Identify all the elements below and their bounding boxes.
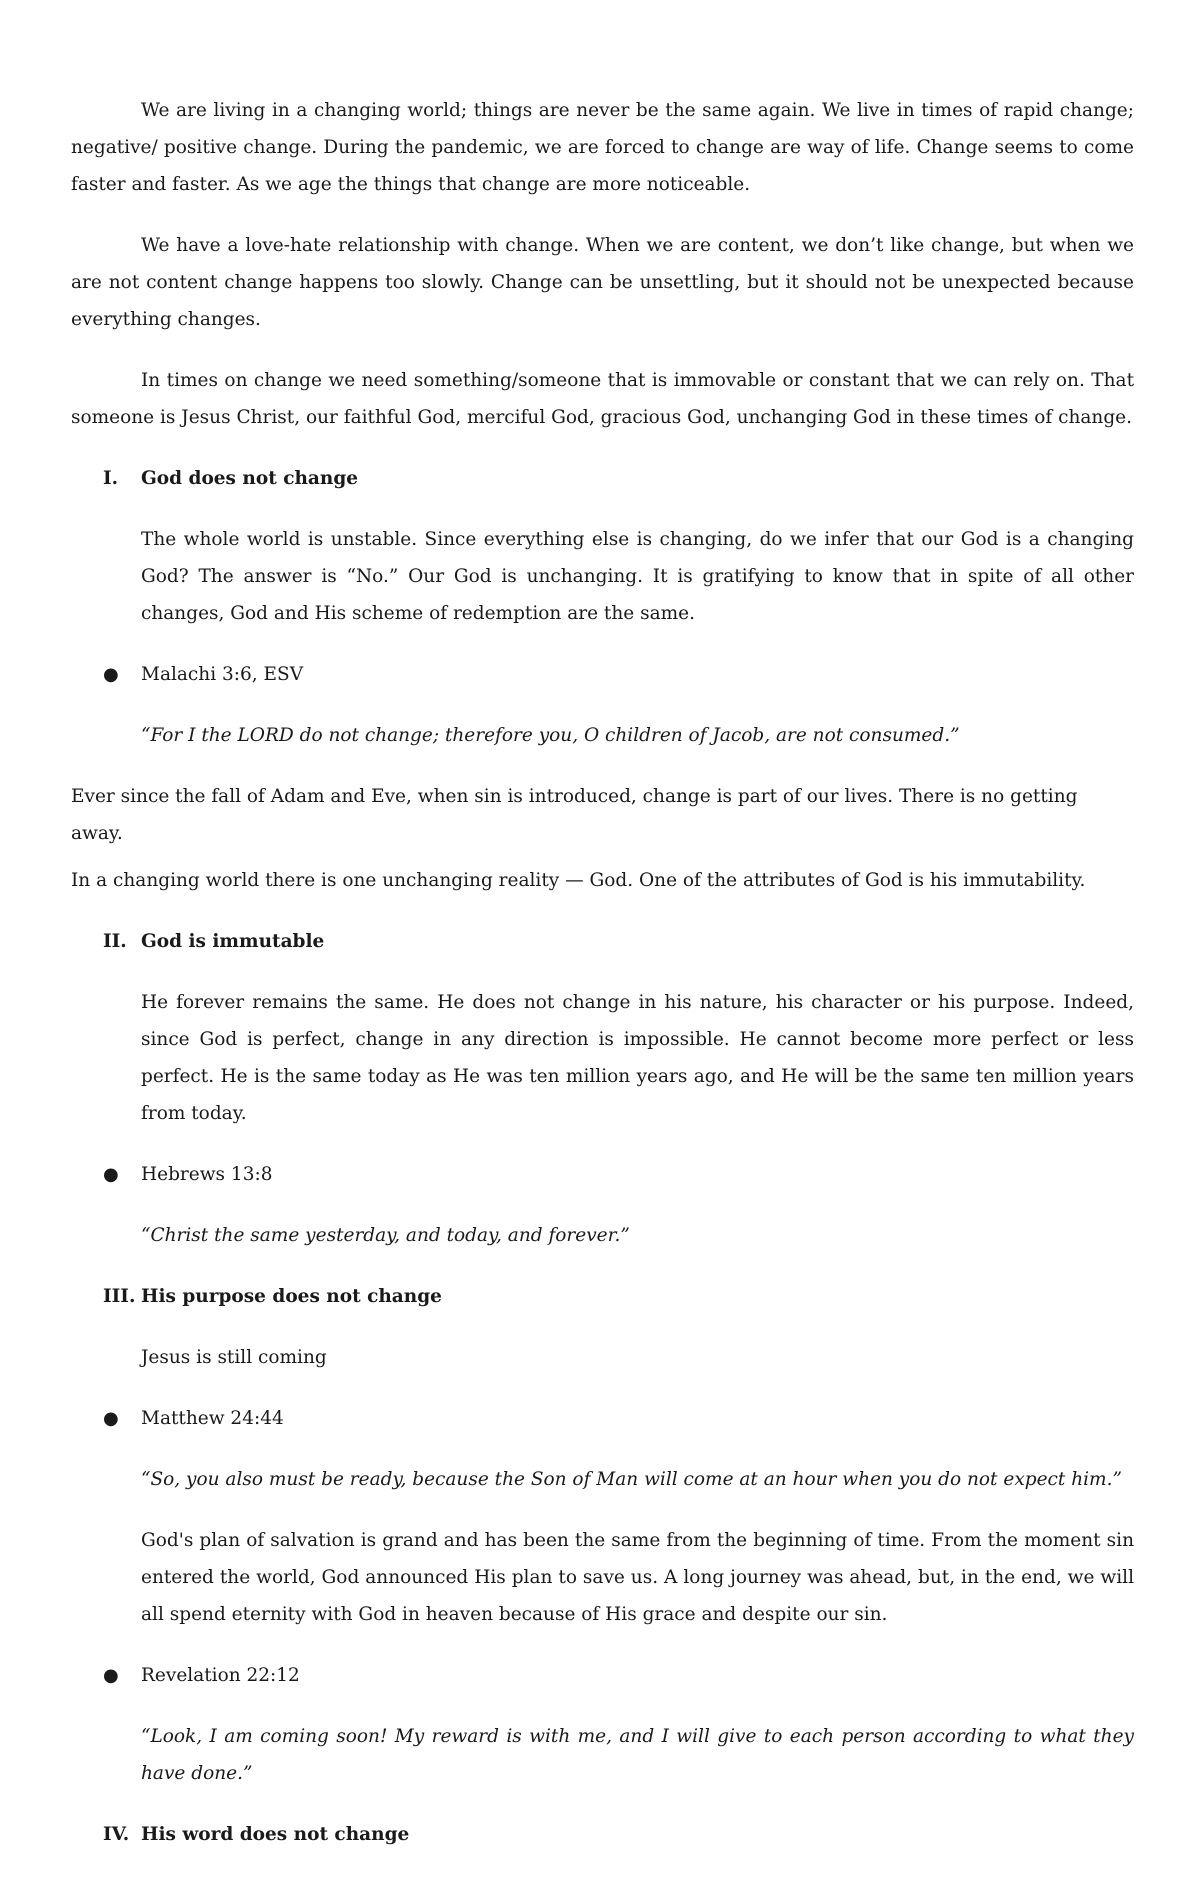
bullet-icon: ● — [103, 1665, 119, 1686]
section-body: The whole world is unstable. Since everything else is changing, do we infer that our God is a changing God? The answer is “No.” Our God is unchanging. It is gratifying to know that in spite of all other changes, God and His scheme of redemption are the same. — [141, 529, 1134, 624]
section-title: God is immutable — [141, 931, 325, 952]
section-title: His word does not change — [141, 1824, 410, 1845]
scripture-reference-text: Malachi 3:6, ESV — [141, 664, 304, 685]
section-numeral: IV. — [103, 1824, 130, 1845]
scripture-reference — [71, 1156, 1134, 1193]
intro-paragraph: In times on change we need something/someone that is immovable or constant that we can rely on. That someone is Jesus Christ, our faithful God, merciful God, gracious God, unchanging God in these times of change. — [71, 370, 1134, 428]
document-page — [71, 92, 1134, 1877]
section-heading — [71, 923, 1134, 960]
section-title: God does not change — [141, 468, 359, 489]
bullet-icon: ● — [103, 1164, 119, 1185]
intro-paragraph: We have a love-hate relationship with change. When we are content, we don’t like change, but when we are not content change happens too slowly. Change can be unsettling, but it should not be unexpected because everything changes. — [71, 235, 1134, 330]
section-heading — [71, 1278, 1134, 1315]
scripture-reference — [71, 1400, 1134, 1437]
bullet-icon: ● — [103, 1408, 119, 1429]
body-paragraph: Ever since the fall of Adam and Eve, when sin is introduced, change is part of our lives. There is no getting away. — [71, 786, 1078, 844]
section-numeral: I. — [103, 468, 119, 489]
section-body: God's plan of salvation is grand and has been the same from the beginning of time. From the moment sin entered the world, God announced His plan to save us. A long journey was ahead, but, in the end, we will all spend eternity with God in heaven because of His grace and despite our sin. — [141, 1530, 1134, 1625]
bullet-icon: ● — [103, 664, 119, 685]
scripture-quote: “Christ the same yesterday, and today, and forever.” — [141, 1225, 630, 1246]
section-numeral: II. — [103, 931, 127, 952]
scripture-reference-text: Revelation 22:12 — [141, 1665, 300, 1686]
section-body: Jesus is still coming — [141, 1347, 327, 1368]
section-heading — [71, 460, 1134, 497]
scripture-quote: “So, you also must be ready, because the Son of Man will come at an hour when you do not expect him.” — [141, 1469, 1122, 1490]
section-numeral: III. — [103, 1286, 136, 1307]
scripture-quote: “Look, I am coming soon! My reward is with me, and I will give to each person according to what they have done.” — [141, 1726, 1134, 1784]
section-title: His purpose does not change — [141, 1286, 442, 1307]
section-body: He forever remains the same. He does not change in his nature, his character or his purpose. Indeed, since God is perfect, change in any direction is impossible. He cannot become more perfect or less perfect. He is the same today as He was ten million years ago, and He will be the same ten million years from today. — [141, 992, 1134, 1124]
body-paragraph: In a changing world there is one unchanging reality — God. One of the attributes of God is his immutability. — [71, 870, 1086, 891]
scripture-reference — [71, 656, 1134, 693]
scripture-quote: “For I the LORD do not change; therefore you, O children of Jacob, are not consumed.” — [141, 725, 960, 746]
scripture-reference — [71, 1657, 1134, 1694]
scripture-reference-text: Matthew 24:44 — [141, 1408, 284, 1429]
scripture-reference-text: Hebrews 13:8 — [141, 1164, 273, 1185]
intro-paragraph: We are living in a changing world; things are never be the same again. We live in times of rapid change; negative/ positive change. During the pandemic, we are forced to change are way of life. Change seems to come faster and faster. As we age the things that change are more noticeable. — [71, 100, 1134, 195]
